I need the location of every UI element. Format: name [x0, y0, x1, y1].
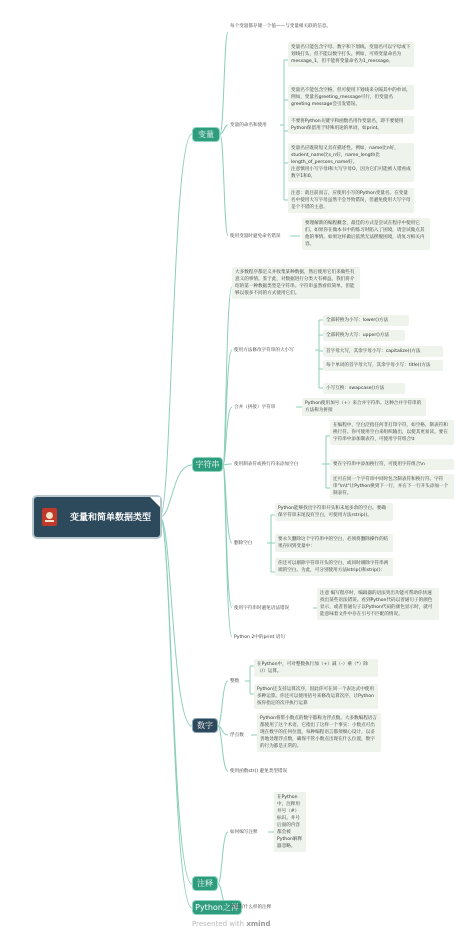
connector-root-numbers	[160, 517, 192, 726]
whitespace-item: 还可在同一个字符串中同时包含制表符和换行符。字符串"\n\t"让Python换到下一行，并在下一行开头添加一个制表符。	[330, 474, 454, 499]
connector-root-variables	[160, 134, 192, 517]
case-method: 每个单词的首字母大写，其余字母小写：title()方法	[323, 360, 443, 371]
how-to-comment-text: 在Python中，注释用井号（#）标识。井号后面的内容都会被Python解释器忽略。	[274, 792, 306, 852]
concat-text: Python使用加号（+）来合并字符串。这种合并字符串的方法称为拼接	[302, 398, 426, 416]
notebook-icon	[42, 508, 57, 526]
case-method: 全部转换为大写：upper()方法	[323, 330, 405, 341]
floats-label[interactable]: 浮点数	[230, 733, 244, 738]
folded-corner	[150, 497, 160, 507]
naming-rule: 变量名不能包含空格，但可使用下划线来分隔其中的单词。例如，变量名greeting_message可行，但变量名greeting message会引发错误。	[288, 85, 414, 110]
integers-item: Python还支持运算次序，因此你可在同一个表达式中使用多种运算。你还可以使用括号来修改运算次序，让Python按你指定的次序执行运算	[254, 684, 378, 709]
root-node[interactable]	[34, 497, 160, 537]
case-methods-label[interactable]: 使用方法修改字符串的大小写	[234, 348, 294, 353]
topic-zen[interactable]: Python之禅	[192, 900, 242, 915]
case-method: 首字母大写，其余字母小写：capitalize()方法	[323, 346, 443, 357]
how-to-comment-label[interactable]: 如何编写注释	[230, 830, 258, 835]
strip-item: Python能够找出字符串开头和末尾多余的空白。要确保字符串末尾没有空白，可使用方法rstrip()。	[275, 503, 393, 521]
what-to-comment-label[interactable]: 该编写什么样的注释	[230, 905, 272, 910]
naming-label[interactable]: 变量的命名和使用	[230, 123, 267, 128]
root-title: 变量和简单数据类型	[70, 513, 152, 523]
connector-root-comments	[160, 517, 192, 884]
integers-item: 在Python中，可对整数执行加（+）减（-）乘（*）除（/）运算。	[254, 659, 378, 677]
naming-rule: 注意：就目前而言，应使用小写的Python变量名。在变量名中使用大写字母虽然不会导致错误，但避免使用大写字母是个不错的主意。	[288, 188, 414, 213]
whitespace-item: 要在字符串中添加换行符，可使用字符组合\n	[330, 459, 454, 470]
integers-label[interactable]: 整数	[230, 679, 240, 684]
topic-comments[interactable]: 注释	[192, 876, 218, 891]
topic-strings[interactable]: 字符串	[192, 457, 223, 472]
footer-brand: xmind	[246, 920, 271, 928]
python2-print-label[interactable]: Python 2中的print 语句	[234, 635, 285, 640]
syntax-errors-label[interactable]: 使用字符串时避免语法错误	[234, 606, 290, 611]
whitespace-label[interactable]: 使用制表符或换行符来添加空白	[234, 462, 299, 467]
footer-watermark	[192, 920, 271, 928]
naming-rule: 变量名应既简短又具有描述性。例如，name比n好，student_name比s_n好，name_length比length_of_persons_name好。 注意慎用小写字母l和大写字母O，因为它们可能被人错看成数字1和0。	[288, 143, 414, 182]
concat-label[interactable]: 合并（拼接）字符串	[234, 405, 276, 410]
str-function-label[interactable]: 使用函数str() 避免类型错误	[230, 769, 288, 774]
case-method: 全部转换为小写：lower()方法	[323, 315, 409, 326]
naming-rule: 不要将Python关键字和函数名用作变量名，即不要使用Python保留用于特殊用途的单词，如print。	[288, 116, 414, 134]
topic-variables[interactable]: 变量	[192, 127, 220, 142]
case-method: 小写互换：swapcase()方法	[323, 383, 405, 394]
strip-item: 你还可以剔除字符串开头的空白，或同时剔除字符串两端的空白。为此，可分别使用方法lstrip()和strip()：	[275, 558, 393, 576]
naming-errors-label[interactable]: 使用变量时避免命名错误	[230, 234, 281, 239]
naming-rule: 变量名只能包含字母、数字和下划线。变量名可以字母或下划线打头，但不能以数字打头。例如，可将变量命名为message_1，但不能将变量命名为1_message。	[288, 42, 414, 67]
strings-intro: 大多数程序都定义并收集某种数据，然后使用它们来做些有意义的事情。鉴于此，对数据进行分类大有裨益。我们将介绍的第一种数据类型是字符串。字符串虽然看似简单，但能够以很多不同的方式使用它们。	[232, 267, 360, 299]
syntax-errors-text: 注意 编写程序时，编辑器的语法突出功能可帮助你快速找出某些语法错误。看到Python代码以普通句子的颜色显示，或者普通句子以Python代码的颜色显示时，就可能意味着文件中存在引号不匹配的情况。	[317, 588, 439, 620]
whitespace-item: 在编程中，空白泛指任何非打印字符，如空格、制表符和换行符。你可使用空白来组织输出，以使其更易读。要在字符串中添加制表符，可使用字符组合\t	[330, 420, 454, 445]
strip-label[interactable]: 删除空白	[234, 541, 253, 546]
strip-item: 要永久删除这个字符串中的空白，必须将删除操作的结果存回到变量中：	[275, 534, 393, 552]
naming-errors-text: 要理解新的编程概念，最佳的方式是尝试在程序中使用它们。如果你在做本书中的练习时陷入了困境，请尝试做点其他的事情。如果这样做后依然无法摆脱困境，请复习相关内容。	[302, 218, 430, 250]
floats-text: Python将带小数点的数字都称为浮点数。大多数编程语言都使用了这个术语，它指出了这样一个事实：小数点可出现在数字的任何位置。每种编程语言都须细心设计，以妥善地处理浮点数，确保不管小数点出现在什么位置，数字的行为都是正常的。	[257, 713, 381, 752]
connector-root-zen	[160, 517, 192, 908]
footer-prefix: Presented with	[192, 920, 245, 928]
topic-numbers[interactable]: 数字	[192, 718, 218, 733]
variables-description: 每个变量都存储一个值——与变量相关联的信息。	[230, 24, 332, 29]
